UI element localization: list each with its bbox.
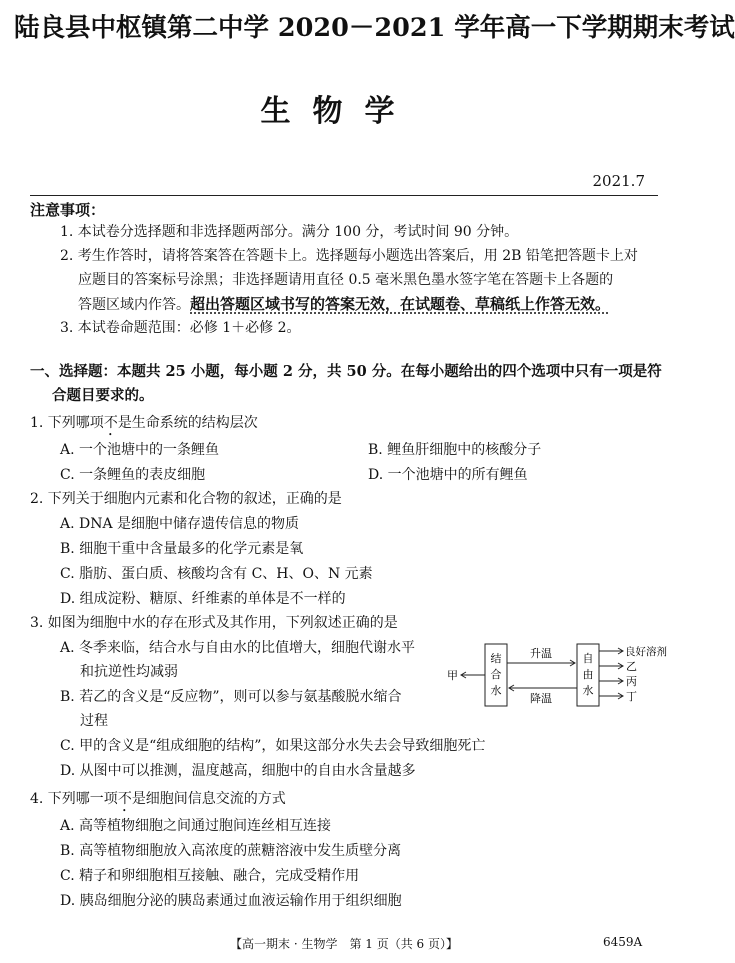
notice-item-3: 3. 本试卷命题范围：必修 1＋必修 2。	[60, 320, 301, 336]
q2-option-a: A. DNA 是细胞中储存遗传信息的物质	[60, 516, 300, 532]
free-water-label-2: 由	[582, 668, 594, 681]
q2-option-b: B. 细胞干重中含量最多的化学元素是氧	[60, 541, 304, 557]
bound-water-label-1: 结	[490, 652, 502, 665]
output-ding: 丁	[626, 690, 637, 703]
free-water-label-1: 自	[582, 652, 594, 665]
q4-option-b: B. 高等植物细胞放入高浓度的蔗糖溶液中发生质壁分离	[60, 843, 402, 859]
notice-heading: 注意事项：	[30, 201, 106, 219]
header-divider	[30, 195, 658, 196]
q3-option-c: C. 甲的含义是“组成细胞的结构”，如果这部分水失去会导致细胞死亡	[60, 738, 486, 754]
q1-option-b: B. 鲤鱼肝细胞中的核酸分子	[368, 442, 542, 458]
output-yi: 乙	[626, 660, 637, 673]
q4-emphasis: 不	[117, 791, 132, 807]
exam-date: 2021.7	[592, 172, 645, 190]
q2-option-d: D. 组成淀粉、糖原、纤维素的单体是不一样的	[60, 591, 346, 607]
q4-stem: 4. 下列哪一项不是细胞间信息交流的方式	[30, 791, 286, 807]
subject-title: 生物学	[260, 94, 417, 129]
bound-water-label-3: 水	[490, 684, 502, 697]
output-solvent: 良好溶剂	[625, 646, 667, 658]
q1-option-a: A. 一个池塘中的一条鲤鱼	[60, 442, 220, 458]
q4-option-a: A. 高等植物细胞之间通过胞间连丝相互连接	[60, 818, 332, 834]
footer-code: 6459A	[603, 935, 643, 949]
notice-item-2-tail: 答题区域内作答。	[78, 297, 190, 313]
notice-warning: 超出答题区域书写的答案无效，在试题卷、草稿纸上作答无效。	[190, 295, 611, 313]
q3-option-b-cont: 过程	[80, 713, 108, 729]
q2-stem: 2. 下列关于细胞内元素和化合物的叙述，正确的是	[30, 491, 342, 507]
section-heading: 一、选择题：本题共 25 小题，每小题 2 分，共 50 分。在每小题给出的四个选项中只有一项是符	[30, 363, 662, 380]
q1-stem: 1. 下列哪项不是生命系统的结构层次	[30, 415, 258, 431]
q1-option-c: C. 一条鲤鱼的表皮细胞	[60, 467, 206, 483]
q1-option-d: D. 一个池塘中的所有鲤鱼	[368, 467, 528, 483]
cool-label: 降温	[530, 692, 552, 705]
notice-item-2-cont: 应题目的答案标号涂黑；非选择题请用直径 0.5 毫米黑色墨水签字笔在答题卡上各题的	[78, 272, 614, 288]
exam-title: 陆良县中枢镇第二中学 2020－2021 学年高一下学期期末考试	[14, 13, 735, 43]
notice-item-2-cont2	[78, 294, 610, 315]
q4-option-c: C. 精子和卵细胞相互接触、融合，完成受精作用	[60, 868, 360, 884]
notice-item-2: 2. 考生作答时，请将答案答在答题卡上。选择题每小题选出答案后，用 2B 铅笔把答题卡上对	[60, 248, 638, 264]
notice-item-1: 1. 本试卷分选择题和非选择题两部分。满分 100 分，考试时间 90 分钟。	[60, 224, 519, 240]
output-bing: 丙	[626, 675, 637, 688]
jia-label: 甲	[447, 669, 458, 682]
q1-emphasis: 不	[103, 415, 118, 431]
bound-water-label-2: 合	[490, 668, 502, 681]
q3-option-d: D. 从图中可以推测，温度越高，细胞中的自由水含量越多	[60, 763, 416, 779]
q3-option-a: A. 冬季来临，结合水与自由水的比值增大，细胞代谢水平	[60, 640, 416, 656]
q3-option-b: B. 若乙的含义是“反应物”，则可以参与氨基酸脱水缩合	[60, 689, 402, 705]
q4-option-d: D. 胰岛细胞分泌的胰岛素通过血液运输作用于组织细胞	[60, 893, 402, 909]
heat-label: 升温	[530, 647, 552, 660]
q2-option-c: C. 脂肪、蛋白质、核酸均含有 C、H、O、N 元素	[60, 566, 373, 582]
water-forms-diagram	[445, 636, 667, 716]
q3-stem: 3. 如图为细胞中水的存在形式及其作用，下列叙述正确的是	[30, 615, 398, 631]
footer-page-info: 【高一期末 · 生物学 第 1 页（共 6 页）】	[230, 937, 458, 951]
q3-option-a-cont: 和抗逆性均减弱	[80, 664, 178, 680]
free-water-label-3: 水	[582, 684, 594, 697]
section-heading-cont: 合题目要求的。	[52, 387, 154, 404]
